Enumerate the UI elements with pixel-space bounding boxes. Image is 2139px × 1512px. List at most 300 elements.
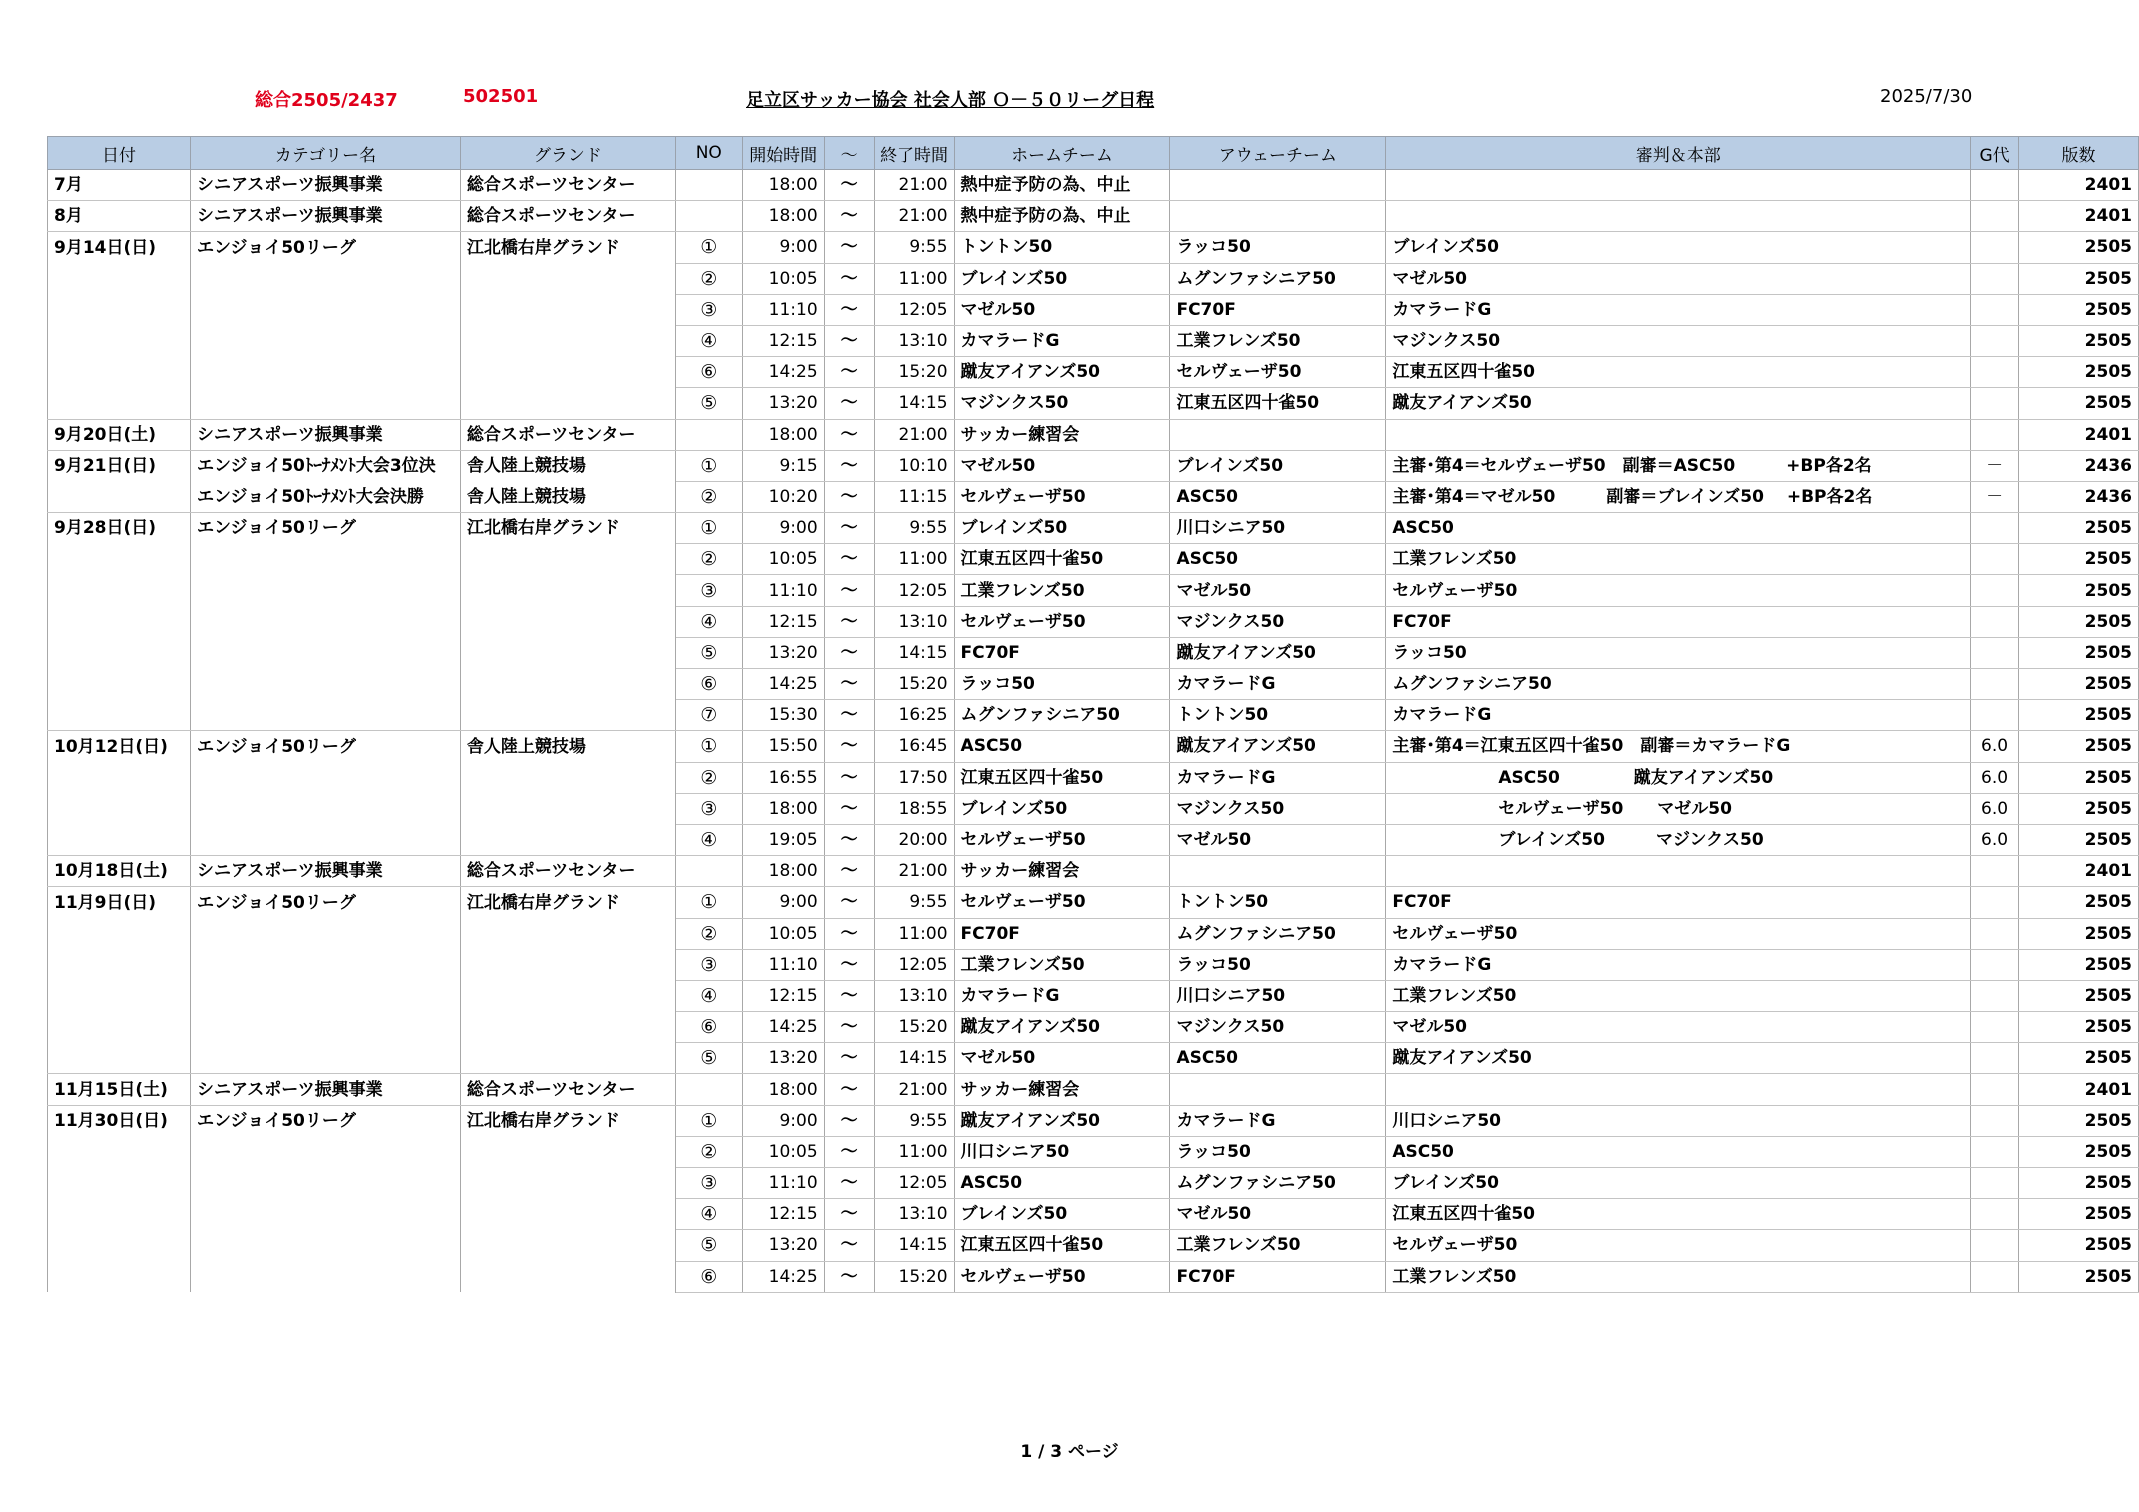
cell-category: エンジョイ50リーグ xyxy=(190,232,460,263)
col-header-no: NO xyxy=(675,137,742,170)
cell-g-fee xyxy=(1971,1105,2019,1136)
cell-away-team xyxy=(1170,201,1386,232)
cell-edition: 2505 xyxy=(2019,731,2139,762)
cell-tilde: ～ xyxy=(824,575,874,606)
cell-away-team: カマラードG xyxy=(1170,762,1386,793)
cell-match-no: ④ xyxy=(675,325,742,356)
cell-match-no: ④ xyxy=(675,980,742,1011)
cell-end-time: 11:00 xyxy=(874,263,954,294)
cell-away-team: 工業フレンズ50 xyxy=(1170,325,1386,356)
cell-end-time: 21:00 xyxy=(874,856,954,887)
cell-referee: 工業フレンズ50 xyxy=(1386,980,1971,1011)
cell-edition: 2505 xyxy=(2019,294,2139,325)
cell-away-team: マジンクス50 xyxy=(1170,606,1386,637)
cell-category: エンジョイ50ﾄｰﾅﾒﾝﾄ大会3位決 xyxy=(190,450,460,481)
table-row xyxy=(48,450,2139,481)
cell-referee: 江東五区四十雀50 xyxy=(1386,357,1971,388)
cell-ground xyxy=(460,575,675,606)
table-row xyxy=(48,325,2139,356)
table-row xyxy=(48,201,2139,232)
table-row xyxy=(48,669,2139,700)
cell-ground xyxy=(460,980,675,1011)
table-row xyxy=(48,1012,2139,1043)
cell-date xyxy=(48,980,191,1011)
cell-start-time: 14:25 xyxy=(742,1012,824,1043)
cell-home-team: FC70F xyxy=(954,918,1170,949)
cell-g-fee xyxy=(1971,1230,2019,1261)
col-header-date: 日付 xyxy=(48,137,191,170)
cell-date xyxy=(48,700,191,731)
cell-category: シニアスポーツ振興事業 xyxy=(190,419,460,450)
cell-date xyxy=(48,388,191,419)
cell-away-team: 江東五区四十雀50 xyxy=(1170,388,1386,419)
cell-tilde: ～ xyxy=(824,1261,874,1292)
cell-home-team: サッカー練習会 xyxy=(954,419,1170,450)
cell-end-time: 12:05 xyxy=(874,575,954,606)
cell-end-time: 15:20 xyxy=(874,1261,954,1292)
table-row xyxy=(48,575,2139,606)
cell-date xyxy=(48,793,191,824)
cell-start-time: 9:00 xyxy=(742,1105,824,1136)
cell-match-no: ④ xyxy=(675,606,742,637)
cell-tilde: ～ xyxy=(824,481,874,512)
table-row xyxy=(48,388,2139,419)
cell-match-no: ① xyxy=(675,887,742,918)
cell-g-fee xyxy=(1971,325,2019,356)
cell-referee: マゼル50 xyxy=(1386,263,1971,294)
table-row xyxy=(48,1230,2139,1261)
table-row xyxy=(48,731,2139,762)
table-row xyxy=(48,1105,2139,1136)
cell-referee: カマラードG xyxy=(1386,294,1971,325)
cell-category xyxy=(190,357,460,388)
cell-end-time: 15:20 xyxy=(874,1012,954,1043)
cell-category: エンジョイ50リーグ xyxy=(190,731,460,762)
cell-category xyxy=(190,669,460,700)
cell-end-time: 15:20 xyxy=(874,357,954,388)
cell-edition: 2505 xyxy=(2019,637,2139,668)
cell-category xyxy=(190,263,460,294)
cell-end-time: 16:45 xyxy=(874,731,954,762)
cell-start-time: 15:30 xyxy=(742,700,824,731)
cell-home-team: ブレインズ50 xyxy=(954,1199,1170,1230)
cell-match-no: ③ xyxy=(675,793,742,824)
cell-g-fee xyxy=(1971,419,2019,450)
cell-edition: 2505 xyxy=(2019,793,2139,824)
page-title: 足立区サッカー協会 社会人部 Ｏ－５０リーグ日程 xyxy=(746,90,1155,111)
cell-edition: 2505 xyxy=(2019,1105,2139,1136)
cell-home-team: 熱中症予防の為、中止 xyxy=(954,170,1170,201)
cell-category xyxy=(190,793,460,824)
table-row xyxy=(48,793,2139,824)
cell-date xyxy=(48,1043,191,1074)
cell-tilde: ～ xyxy=(824,388,874,419)
cell-category xyxy=(190,949,460,980)
cell-g-fee xyxy=(1971,918,2019,949)
cell-match-no xyxy=(675,419,742,450)
cell-ground: 江北橋右岸グランド xyxy=(460,513,675,544)
cell-ground xyxy=(460,1199,675,1230)
cell-ground xyxy=(460,700,675,731)
table-row xyxy=(48,1199,2139,1230)
cell-tilde: ～ xyxy=(824,918,874,949)
cell-away-team: ASC50 xyxy=(1170,481,1386,512)
cell-home-team: ブレインズ50 xyxy=(954,513,1170,544)
cell-away-team: ラッコ50 xyxy=(1170,232,1386,263)
cell-category xyxy=(190,1043,460,1074)
cell-start-time: 10:05 xyxy=(742,918,824,949)
cell-referee xyxy=(1386,856,1971,887)
cell-tilde: ～ xyxy=(824,232,874,263)
table-row xyxy=(48,606,2139,637)
cell-start-time: 18:00 xyxy=(742,201,824,232)
cell-category: エンジョイ50ﾄｰﾅﾒﾝﾄ大会決勝 xyxy=(190,481,460,512)
cell-match-no xyxy=(675,201,742,232)
cell-tilde: ～ xyxy=(824,980,874,1011)
cell-home-team: ASC50 xyxy=(954,1168,1170,1199)
cell-g-fee xyxy=(1971,513,2019,544)
cell-tilde: ～ xyxy=(824,887,874,918)
cell-end-time: 21:00 xyxy=(874,201,954,232)
cell-start-time: 9:15 xyxy=(742,450,824,481)
document-reference-code: 総合2505/2437 xyxy=(255,90,398,111)
cell-end-time: 11:00 xyxy=(874,918,954,949)
cell-referee: 主審･第4＝江東五区四十雀50 副審＝カマラードG xyxy=(1386,731,1971,762)
cell-category xyxy=(190,544,460,575)
cell-match-no: ① xyxy=(675,731,742,762)
cell-ground xyxy=(460,1261,675,1292)
cell-end-time: 9:55 xyxy=(874,513,954,544)
cell-date xyxy=(48,544,191,575)
cell-start-time: 9:00 xyxy=(742,513,824,544)
cell-g-fee xyxy=(1971,1074,2019,1105)
cell-date: 8月 xyxy=(48,201,191,232)
cell-away-team: 蹴友アイアンズ50 xyxy=(1170,637,1386,668)
cell-g-fee xyxy=(1971,637,2019,668)
cell-away-team: マジンクス50 xyxy=(1170,1012,1386,1043)
cell-away-team: ムグンファシニア50 xyxy=(1170,918,1386,949)
cell-home-team: 蹴友アイアンズ50 xyxy=(954,1105,1170,1136)
cell-category xyxy=(190,606,460,637)
cell-referee: ASC50 蹴友アイアンズ50 xyxy=(1386,762,1971,793)
cell-g-fee: 6.0 xyxy=(1971,762,2019,793)
cell-date xyxy=(48,1136,191,1167)
cell-ground xyxy=(460,793,675,824)
cell-date: 11月15日(土) xyxy=(48,1074,191,1105)
cell-category xyxy=(190,824,460,855)
table-row xyxy=(48,170,2139,201)
cell-away-team xyxy=(1170,1074,1386,1105)
cell-end-time: 20:00 xyxy=(874,824,954,855)
cell-home-team: 蹴友アイアンズ50 xyxy=(954,1012,1170,1043)
table-row xyxy=(48,1136,2139,1167)
cell-g-fee xyxy=(1971,388,2019,419)
cell-referee: FC70F xyxy=(1386,887,1971,918)
cell-home-team: セルヴェーザ50 xyxy=(954,887,1170,918)
cell-end-time: 11:00 xyxy=(874,1136,954,1167)
cell-match-no: ⑥ xyxy=(675,669,742,700)
cell-tilde: ～ xyxy=(824,1105,874,1136)
cell-tilde: ～ xyxy=(824,669,874,700)
cell-start-time: 11:10 xyxy=(742,1168,824,1199)
cell-edition: 2505 xyxy=(2019,1136,2139,1167)
cell-end-time: 12:05 xyxy=(874,949,954,980)
cell-edition: 2436 xyxy=(2019,481,2139,512)
cell-edition: 2505 xyxy=(2019,1199,2139,1230)
cell-g-fee xyxy=(1971,263,2019,294)
cell-away-team: カマラードG xyxy=(1170,1105,1386,1136)
cell-g-fee: 6.0 xyxy=(1971,793,2019,824)
cell-match-no: ⑥ xyxy=(675,1261,742,1292)
cell-referee: ブレインズ50 xyxy=(1386,1168,1971,1199)
cell-end-time: 17:50 xyxy=(874,762,954,793)
cell-referee: マジンクス50 xyxy=(1386,325,1971,356)
cell-ground xyxy=(460,762,675,793)
cell-date xyxy=(48,1230,191,1261)
cell-edition: 2505 xyxy=(2019,1230,2139,1261)
cell-home-team: ブレインズ50 xyxy=(954,793,1170,824)
cell-edition: 2505 xyxy=(2019,700,2139,731)
cell-away-team: カマラードG xyxy=(1170,669,1386,700)
cell-referee: セルヴェーザ50 xyxy=(1386,918,1971,949)
cell-end-time: 18:55 xyxy=(874,793,954,824)
cell-ground xyxy=(460,669,675,700)
cell-edition: 2505 xyxy=(2019,357,2139,388)
cell-referee: セルヴェーザ50 マゼル50 xyxy=(1386,793,1971,824)
cell-date: 11月30日(日) xyxy=(48,1105,191,1136)
cell-ground xyxy=(460,637,675,668)
cell-ground xyxy=(460,1136,675,1167)
cell-match-no: ③ xyxy=(675,575,742,606)
table-row xyxy=(48,513,2139,544)
cell-tilde: ～ xyxy=(824,637,874,668)
cell-date xyxy=(48,949,191,980)
cell-start-time: 14:25 xyxy=(742,669,824,700)
cell-tilde: ～ xyxy=(824,1230,874,1261)
cell-match-no: ⑤ xyxy=(675,388,742,419)
cell-ground xyxy=(460,388,675,419)
cell-edition: 2505 xyxy=(2019,575,2139,606)
cell-match-no: ② xyxy=(675,544,742,575)
cell-date xyxy=(48,824,191,855)
cell-match-no: ② xyxy=(675,918,742,949)
cell-referee: ASC50 xyxy=(1386,513,1971,544)
cell-match-no: ④ xyxy=(675,1199,742,1230)
table-row xyxy=(48,856,2139,887)
col-header-tilde: ～ xyxy=(824,137,874,170)
cell-home-team: マジンクス50 xyxy=(954,388,1170,419)
cell-category xyxy=(190,762,460,793)
cell-match-no: ③ xyxy=(675,949,742,980)
cell-end-time: 13:10 xyxy=(874,1199,954,1230)
cell-away-team: ブレインズ50 xyxy=(1170,450,1386,481)
cell-date xyxy=(48,1012,191,1043)
cell-away-team: トントン50 xyxy=(1170,887,1386,918)
cell-date: 10月12日(日) xyxy=(48,731,191,762)
table-row xyxy=(48,544,2139,575)
cell-home-team: マゼル50 xyxy=(954,1043,1170,1074)
cell-start-time: 13:20 xyxy=(742,388,824,419)
cell-match-no: ② xyxy=(675,1136,742,1167)
cell-away-team xyxy=(1170,856,1386,887)
cell-ground xyxy=(460,1012,675,1043)
cell-tilde: ～ xyxy=(824,450,874,481)
cell-ground: 江北橋右岸グランド xyxy=(460,232,675,263)
cell-match-no: ⑤ xyxy=(675,637,742,668)
cell-referee xyxy=(1386,419,1971,450)
cell-home-team: ASC50 xyxy=(954,731,1170,762)
cell-referee: マゼル50 xyxy=(1386,1012,1971,1043)
cell-match-no: ① xyxy=(675,232,742,263)
cell-edition: 2401 xyxy=(2019,201,2139,232)
cell-end-time: 14:15 xyxy=(874,637,954,668)
cell-match-no xyxy=(675,856,742,887)
cell-start-time: 15:50 xyxy=(742,731,824,762)
cell-away-team: ムグンファシニア50 xyxy=(1170,263,1386,294)
cell-start-time: 11:10 xyxy=(742,949,824,980)
cell-ground: 舎人陸上競技場 xyxy=(460,481,675,512)
cell-home-team: 工業フレンズ50 xyxy=(954,949,1170,980)
cell-home-team: セルヴェーザ50 xyxy=(954,481,1170,512)
cell-ground xyxy=(460,606,675,637)
cell-away-team xyxy=(1170,170,1386,201)
cell-category: シニアスポーツ振興事業 xyxy=(190,201,460,232)
cell-match-no: ③ xyxy=(675,294,742,325)
cell-end-time: 9:55 xyxy=(874,1105,954,1136)
cell-tilde: ～ xyxy=(824,949,874,980)
cell-referee: ラッコ50 xyxy=(1386,637,1971,668)
cell-g-fee: － xyxy=(1971,450,2019,481)
table-row xyxy=(48,949,2139,980)
cell-home-team: 江東五区四十雀50 xyxy=(954,1230,1170,1261)
cell-end-time: 10:10 xyxy=(874,450,954,481)
cell-category: エンジョイ50リーグ xyxy=(190,887,460,918)
table-row xyxy=(48,357,2139,388)
cell-home-team: カマラードG xyxy=(954,325,1170,356)
cell-away-team: 川口シニア50 xyxy=(1170,513,1386,544)
cell-edition: 2505 xyxy=(2019,1261,2139,1292)
cell-home-team: ラッコ50 xyxy=(954,669,1170,700)
cell-referee: ASC50 xyxy=(1386,1136,1971,1167)
cell-date xyxy=(48,575,191,606)
cell-tilde: ～ xyxy=(824,263,874,294)
cell-match-no: ③ xyxy=(675,1168,742,1199)
cell-date xyxy=(48,606,191,637)
cell-category xyxy=(190,700,460,731)
cell-date xyxy=(48,918,191,949)
cell-referee: 江東五区四十雀50 xyxy=(1386,1199,1971,1230)
cell-g-fee xyxy=(1971,887,2019,918)
cell-ground xyxy=(460,918,675,949)
cell-category xyxy=(190,388,460,419)
cell-referee: 蹴友アイアンズ50 xyxy=(1386,1043,1971,1074)
cell-home-team: 江東五区四十雀50 xyxy=(954,544,1170,575)
cell-end-time: 9:55 xyxy=(874,887,954,918)
cell-referee xyxy=(1386,201,1971,232)
cell-g-fee xyxy=(1971,980,2019,1011)
cell-tilde: ～ xyxy=(824,1074,874,1105)
col-header-ground: グランド xyxy=(460,137,675,170)
cell-home-team: ムグンファシニア50 xyxy=(954,700,1170,731)
cell-referee: セルヴェーザ50 xyxy=(1386,1230,1971,1261)
cell-edition: 2505 xyxy=(2019,388,2139,419)
cell-date: 9月20日(土) xyxy=(48,419,191,450)
cell-start-time: 13:20 xyxy=(742,637,824,668)
cell-referee: カマラードG xyxy=(1386,949,1971,980)
cell-referee xyxy=(1386,1074,1971,1105)
cell-start-time: 10:05 xyxy=(742,263,824,294)
cell-end-time: 21:00 xyxy=(874,419,954,450)
cell-home-team: カマラードG xyxy=(954,980,1170,1011)
cell-g-fee xyxy=(1971,1199,2019,1230)
cell-category: シニアスポーツ振興事業 xyxy=(190,1074,460,1105)
cell-end-time: 13:10 xyxy=(874,606,954,637)
cell-g-fee xyxy=(1971,294,2019,325)
cell-tilde: ～ xyxy=(824,824,874,855)
cell-tilde: ～ xyxy=(824,513,874,544)
cell-ground: 江北橋右岸グランド xyxy=(460,887,675,918)
cell-end-time: 15:20 xyxy=(874,669,954,700)
cell-home-team: セルヴェーザ50 xyxy=(954,824,1170,855)
cell-edition: 2505 xyxy=(2019,1168,2139,1199)
cell-referee: ムグンファシニア50 xyxy=(1386,669,1971,700)
cell-ground xyxy=(460,325,675,356)
cell-away-team: マゼル50 xyxy=(1170,824,1386,855)
cell-date xyxy=(48,669,191,700)
cell-referee: セルヴェーザ50 xyxy=(1386,575,1971,606)
cell-category: シニアスポーツ振興事業 xyxy=(190,856,460,887)
col-header-away: アウェーチーム xyxy=(1170,137,1386,170)
cell-tilde: ～ xyxy=(824,170,874,201)
cell-date xyxy=(48,637,191,668)
cell-match-no: ⑥ xyxy=(675,357,742,388)
cell-category xyxy=(190,1261,460,1292)
cell-category xyxy=(190,1168,460,1199)
cell-away-team xyxy=(1170,419,1386,450)
table-row xyxy=(48,481,2139,512)
cell-ground: 総合スポーツセンター xyxy=(460,1074,675,1105)
cell-g-fee xyxy=(1971,1136,2019,1167)
cell-home-team: 蹴友アイアンズ50 xyxy=(954,357,1170,388)
cell-tilde: ～ xyxy=(824,1043,874,1074)
cell-start-time: 18:00 xyxy=(742,170,824,201)
cell-date: 9月14日(日) xyxy=(48,232,191,263)
cell-referee: FC70F xyxy=(1386,606,1971,637)
cell-tilde: ～ xyxy=(824,700,874,731)
cell-edition: 2505 xyxy=(2019,762,2139,793)
cell-category xyxy=(190,918,460,949)
cell-away-team: FC70F xyxy=(1170,294,1386,325)
cell-edition: 2401 xyxy=(2019,1074,2139,1105)
table-row xyxy=(48,1043,2139,1074)
cell-date xyxy=(48,294,191,325)
cell-start-time: 10:05 xyxy=(742,1136,824,1167)
table-row xyxy=(48,980,2139,1011)
cell-ground xyxy=(460,949,675,980)
cell-home-team: FC70F xyxy=(954,637,1170,668)
cell-start-time: 12:15 xyxy=(742,1199,824,1230)
cell-ground xyxy=(460,1043,675,1074)
cell-away-team: ラッコ50 xyxy=(1170,949,1386,980)
cell-g-fee xyxy=(1971,669,2019,700)
cell-start-time: 19:05 xyxy=(742,824,824,855)
cell-match-no: ⑥ xyxy=(675,1012,742,1043)
cell-ground xyxy=(460,357,675,388)
cell-category: エンジョイ50リーグ xyxy=(190,1105,460,1136)
cell-tilde: ～ xyxy=(824,1136,874,1167)
cell-edition: 2505 xyxy=(2019,544,2139,575)
cell-start-time: 18:00 xyxy=(742,856,824,887)
